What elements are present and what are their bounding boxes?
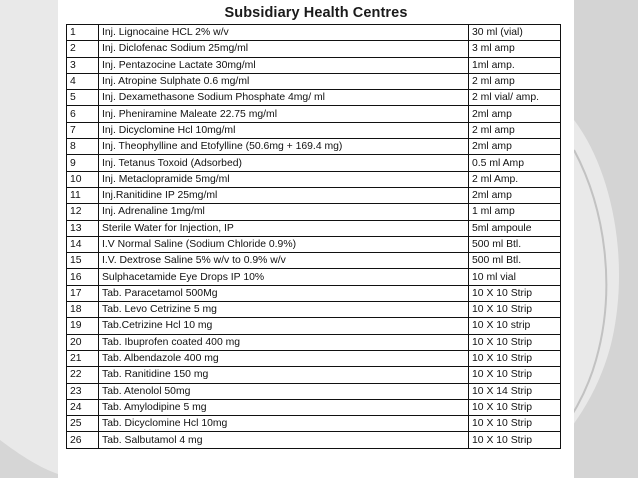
table-row	[67, 285, 561, 301]
pack-size: 2 ml Amp.	[469, 171, 561, 187]
table-row	[67, 187, 561, 203]
row-number: 5	[67, 90, 99, 106]
pack-size: 2ml amp	[469, 139, 561, 155]
row-number: 26	[67, 432, 99, 448]
table-row	[67, 302, 561, 318]
pack-size: 2 ml vial/ amp.	[469, 90, 561, 106]
table-row	[67, 57, 561, 73]
table-row	[67, 122, 561, 138]
pack-size: 10 X 14 Strip	[469, 383, 561, 399]
pack-size: 500 ml Btl.	[469, 236, 561, 252]
drug-name: Tab. Salbutamol 4 mg	[99, 432, 469, 448]
row-number: 4	[67, 73, 99, 89]
drug-name: Tab. Paracetamol 500Mg	[99, 285, 469, 301]
table-row	[67, 220, 561, 236]
drug-name: Tab. Amylodipine 5 mg	[99, 399, 469, 415]
pack-size: 2ml amp	[469, 106, 561, 122]
drug-name: Tab. Levo Cetrizine 5 mg	[99, 302, 469, 318]
pack-size: 10 X 10 Strip	[469, 302, 561, 318]
drug-name: Sterile Water for Injection, IP	[99, 220, 469, 236]
drug-name: Inj. Dexamethasone Sodium Phosphate 4mg/ ml	[99, 90, 469, 106]
drug-name: Tab. Dicyclomine Hcl 10mg	[99, 416, 469, 432]
table-row	[67, 236, 561, 252]
table-row	[67, 139, 561, 155]
table-row	[67, 253, 561, 269]
row-number: 23	[67, 383, 99, 399]
drug-name: Inj. Pentazocine Lactate 30mg/ml	[99, 57, 469, 73]
pack-size: 10 X 10 strip	[469, 318, 561, 334]
drug-name: Inj.Ranitidine IP 25mg/ml	[99, 187, 469, 203]
row-number: 18	[67, 302, 99, 318]
row-number: 11	[67, 187, 99, 203]
drug-name: Tab. Atenolol 50mg	[99, 383, 469, 399]
drug-name: Inj. Atropine Sulphate 0.6 mg/ml	[99, 73, 469, 89]
pack-size: 10 X 10 Strip	[469, 416, 561, 432]
row-number: 21	[67, 350, 99, 366]
pack-size: 2 ml amp	[469, 73, 561, 89]
pack-size: 30 ml (vial)	[469, 25, 561, 41]
pack-size: 1 ml amp	[469, 204, 561, 220]
pack-size: 3 ml amp	[469, 41, 561, 57]
row-number: 3	[67, 57, 99, 73]
row-number: 7	[67, 122, 99, 138]
drug-name: I.V Normal Saline (Sodium Chloride 0.9%)	[99, 236, 469, 252]
row-number: 13	[67, 220, 99, 236]
table-row	[67, 73, 561, 89]
drug-name: Tab.Cetrizine Hcl 10 mg	[99, 318, 469, 334]
pack-size: 10 ml vial	[469, 269, 561, 285]
pack-size: 10 X 10 Strip	[469, 334, 561, 350]
pack-size: 1ml amp.	[469, 57, 561, 73]
table-row	[67, 367, 561, 383]
slide	[58, 0, 574, 478]
drug-name: Inj. Lignocaine HCL 2% w/v	[99, 25, 469, 41]
table-row	[67, 269, 561, 285]
drug-name: Inj. Adrenaline 1mg/ml	[99, 204, 469, 220]
row-number: 25	[67, 416, 99, 432]
row-number: 22	[67, 367, 99, 383]
row-number: 9	[67, 155, 99, 171]
table-row	[67, 106, 561, 122]
pack-size: 2ml amp	[469, 187, 561, 203]
row-number: 20	[67, 334, 99, 350]
table-row	[67, 350, 561, 366]
row-number: 10	[67, 171, 99, 187]
table-row	[67, 90, 561, 106]
pack-size: 10 X 10 Strip	[469, 350, 561, 366]
table-row	[67, 318, 561, 334]
row-number: 6	[67, 106, 99, 122]
drug-name: Tab. Albendazole 400 mg	[99, 350, 469, 366]
pack-size: 10 X 10 Strip	[469, 399, 561, 415]
drug-table	[66, 24, 561, 449]
table-row	[67, 155, 561, 171]
row-number: 16	[67, 269, 99, 285]
pack-size: 10 X 10 Strip	[469, 367, 561, 383]
table-row	[67, 204, 561, 220]
table-row	[67, 399, 561, 415]
table-row	[67, 41, 561, 57]
row-number: 17	[67, 285, 99, 301]
table-row	[67, 383, 561, 399]
row-number: 8	[67, 139, 99, 155]
drug-name: Inj. Diclofenac Sodium 25mg/ml	[99, 41, 469, 57]
drug-name: Sulphacetamide Eye Drops IP 10%	[99, 269, 469, 285]
row-number: 15	[67, 253, 99, 269]
pack-size: 0.5 ml Amp	[469, 155, 561, 171]
table-row	[67, 334, 561, 350]
pack-size: 2 ml amp	[469, 122, 561, 138]
drug-name: Inj. Theophylline and Etofylline (50.6mg + 169.4 mg)	[99, 139, 469, 155]
drug-name: I.V. Dextrose Saline 5% w/v to 0.9% w/v	[99, 253, 469, 269]
drug-name: Inj. Pheniramine Maleate 22.75 mg/ml	[99, 106, 469, 122]
row-number: 19	[67, 318, 99, 334]
pack-size: 5ml ampoule	[469, 220, 561, 236]
row-number: 24	[67, 399, 99, 415]
table-row	[67, 171, 561, 187]
drug-name: Tab. Ranitidine 150 mg	[99, 367, 469, 383]
pack-size: 10 X 10 Strip	[469, 432, 561, 448]
table-row	[67, 416, 561, 432]
drug-name: Inj. Dicyclomine Hcl 10mg/ml	[99, 122, 469, 138]
drug-table-body	[67, 25, 561, 449]
page-title: Subsidiary Health Centres	[224, 5, 408, 21]
row-number: 1	[67, 25, 99, 41]
table-row	[67, 25, 561, 41]
drug-name: Tab. Ibuprofen coated 400 mg	[99, 334, 469, 350]
drug-name: Inj. Metaclopramide 5mg/ml	[99, 171, 469, 187]
row-number: 14	[67, 236, 99, 252]
pack-size: 10 X 10 Strip	[469, 285, 561, 301]
table-row	[67, 432, 561, 448]
row-number: 12	[67, 204, 99, 220]
drug-name: Inj. Tetanus Toxoid (Adsorbed)	[99, 155, 469, 171]
pack-size: 500 ml Btl.	[469, 253, 561, 269]
row-number: 2	[67, 41, 99, 57]
